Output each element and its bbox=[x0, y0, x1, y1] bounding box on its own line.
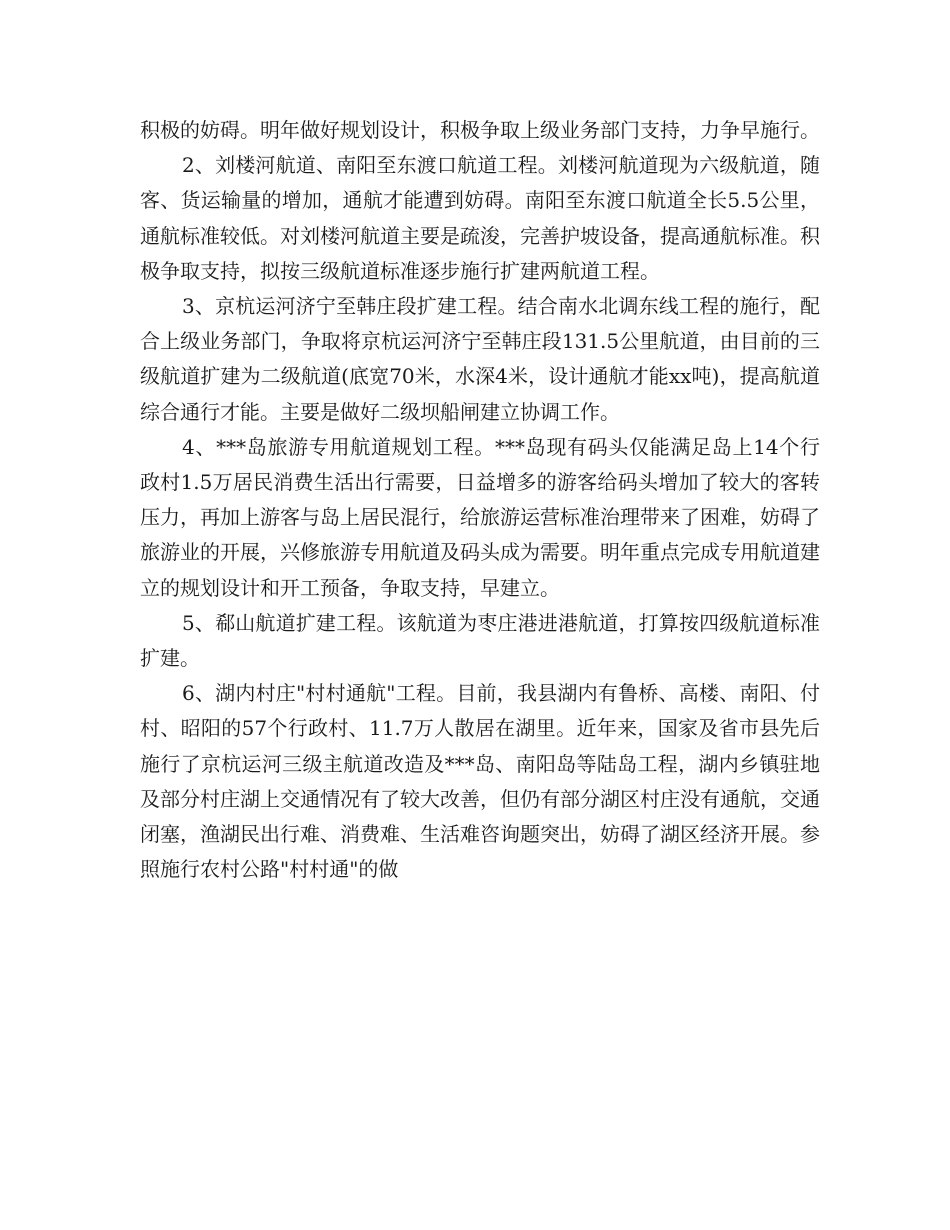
paragraph-continuation: 积极的妨碍。明年做好规划设计，积极争取上级业务部门支持，力争早施行。 bbox=[140, 118, 820, 142]
paragraph-item-5: 5、郗山航道扩建工程。该航道为枣庄港进港航道，打算按四级航道标准扩建。 bbox=[140, 610, 820, 671]
paragraph-item-6: 6、湖内村庄"村村通航"工程。目前，我县湖内有鲁桥、高楼、南阳、付村、昭阳的57个行政村、11.7万人散居在湖里。近年来，国家及省市县先后施行了京杭运河三级主航道改造及***岛、南阳岛等陆岛工程，湖内乡镇驻地及部分村庄湖上交通情况有了较大改善，但仍有部分湖区村庄没有通航，交通闭塞，渔湖民出行难、消费难、生活难咨询题突出，妨碍了湖区经济开展。参照施行农村公路"村村通"的做 bbox=[140, 681, 820, 882]
paragraph-item-3: 3、京杭运河济宁至韩庄段扩建工程。结合南水北调东线工程的施行，配合上级业务部门，争取将京杭运河济宁至韩庄段131.5公里航道，由目前的三级航道扩建为二级航道(底宽70米，水深4米，设计通航才能xx吨)，提高航道综合通行才能。主要是做好二级坝船闸建立协调工作。 bbox=[140, 294, 820, 424]
paragraph-item-4: 4、***岛旅游专用航道规划工程。***岛现有码头仅能满足岛上14个行政村1.5万居民消费生活出行需要，日益增多的游客给码头增加了较大的客转压力，再加上游客与岛上居民混行，给旅游运营标准治理带来了困难，妨碍了旅游业的开展，兴修旅游专用航道及码头成为需要。明年重点完成专用航道建立的规划设计和开工预备，争取支持，早建立。 bbox=[140, 434, 820, 600]
paragraph-item-2: 2、刘楼河航道、南阳至东渡口航道工程。刘楼河航道现为六级航道，随客、货运输量的增加，通航才能遭到妨碍。南阳至东渡口航道全长5.5公里，通航标准较低。对刘楼河航道主要是疏浚，完善护坡设备，提高通航标准。积极争取支持，拟按三级航道标准逐步施行扩建两航道工程。 bbox=[140, 153, 820, 283]
document-body bbox=[140, 113, 820, 887]
